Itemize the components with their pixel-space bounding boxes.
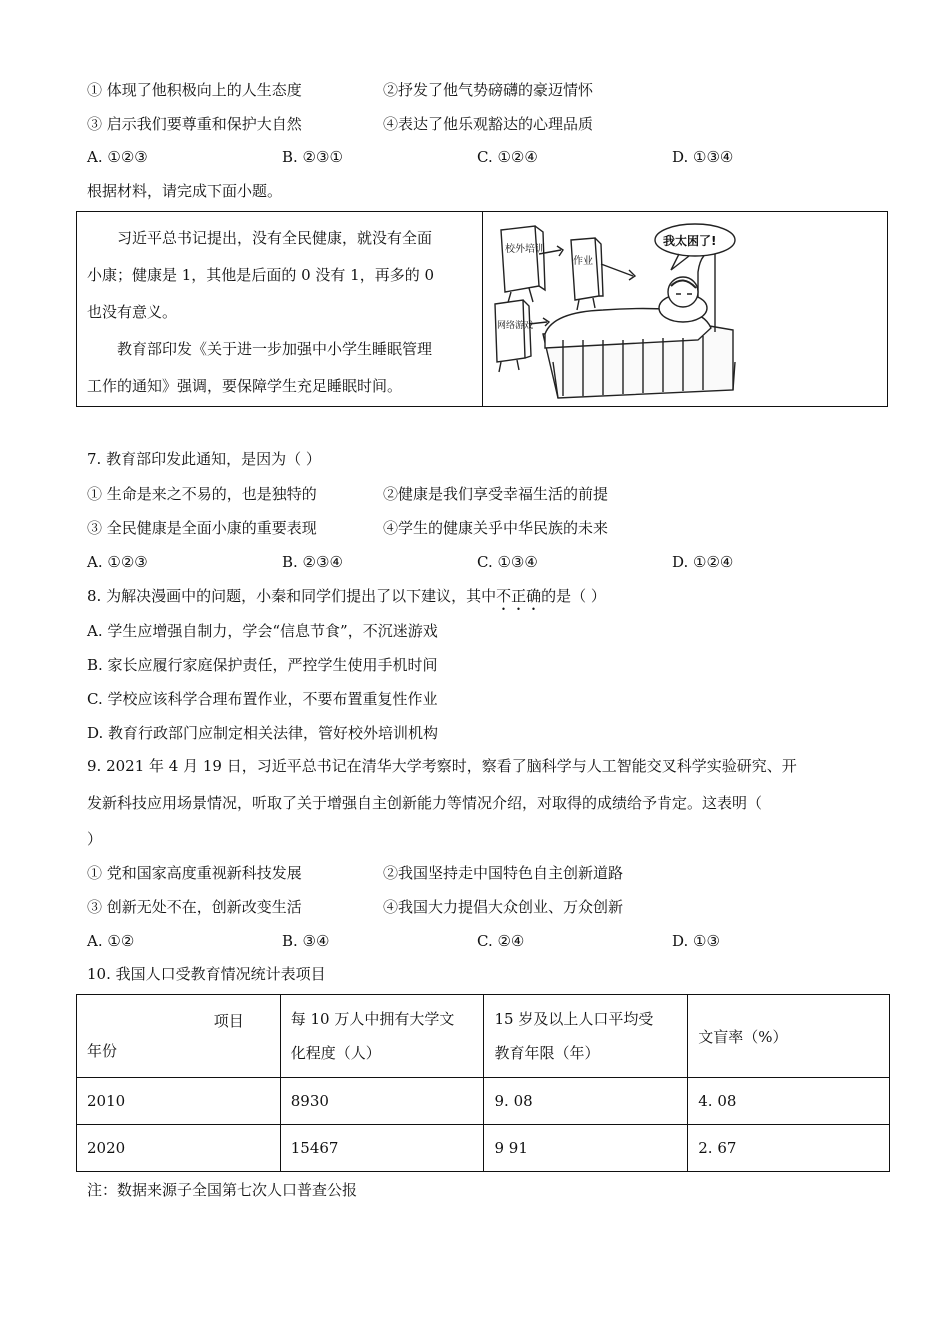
statement-4: ④学生的健康关乎中华民族的未来 bbox=[383, 519, 609, 537]
table-header-row bbox=[77, 995, 890, 1078]
cartoon-sign-3: 网络游戏 bbox=[497, 321, 534, 331]
material-box bbox=[76, 211, 888, 407]
column-header: 文盲率（%） bbox=[688, 995, 890, 1078]
statement-4: ④我国大力提倡大众创业、万众创新 bbox=[383, 898, 624, 916]
statement-1: ① 党和国家高度重视新科技发展 bbox=[87, 864, 302, 882]
q9-stem-line: 9. 2021 年 4 月 19 日，习近平总书记在清华大学考察时，察看了脑科学与人工智能交叉科学实验研究、开 bbox=[87, 757, 797, 775]
statement-3: ③ 启示我们要尊重和保护大自然 bbox=[87, 115, 302, 133]
option-c[interactable]: C. ①②④ bbox=[477, 148, 538, 166]
answer-options bbox=[87, 931, 720, 951]
answer-options bbox=[87, 147, 733, 167]
statement-row bbox=[87, 114, 593, 134]
statement-row bbox=[87, 80, 593, 100]
table-cell: 2020 bbox=[77, 1125, 281, 1172]
q9-stem-line: ） bbox=[87, 830, 103, 848]
q10-stem: 10. 我国人口受教育情况统计表项目 bbox=[87, 965, 326, 983]
material-line: 工作的通知》强调，要保障学生充足睡眠时间。 bbox=[87, 377, 403, 395]
column-header-line: 化程度（人） bbox=[290, 1044, 381, 1062]
header-item-label: 项目 bbox=[213, 1012, 244, 1030]
option-d[interactable]: D. ①③ bbox=[672, 932, 720, 950]
cartoon-bubble-text: 我太困了! bbox=[663, 234, 717, 248]
table-cell: 8930 bbox=[280, 1078, 484, 1125]
option-b[interactable]: B. ②③④ bbox=[282, 553, 343, 571]
statement-1: ① 生命是来之不易的，也是独特的 bbox=[87, 485, 317, 503]
table-note: 注：数据来源子全国第七次人口普查公报 bbox=[87, 1181, 358, 1199]
statement-row bbox=[87, 863, 623, 883]
material-intro: 根据材料，请完成下面小题。 bbox=[87, 182, 283, 200]
table-cell: 2010 bbox=[77, 1078, 281, 1125]
column-header-line: 15 岁及以上人口平均受 bbox=[494, 1010, 654, 1028]
table-row bbox=[77, 1078, 890, 1125]
option-c[interactable]: C. ①③④ bbox=[477, 553, 538, 571]
q7-stem: 7. 教育部印发此通知，是因为（ ） bbox=[87, 450, 321, 468]
cartoon-sign-1: 校外培训 bbox=[505, 244, 545, 255]
column-header-line: 每 10 万人中拥有大学文 bbox=[290, 1010, 455, 1028]
option-b[interactable]: B. 家长应履行家庭保护责任，严控学生使用手机时间 bbox=[87, 656, 438, 674]
option-a[interactable]: A. ①②③ bbox=[87, 148, 148, 166]
option-a[interactable]: A. ①②③ bbox=[87, 553, 148, 571]
statement-row bbox=[87, 484, 608, 504]
column-header bbox=[280, 995, 484, 1078]
option-d[interactable]: D. 教育行政部门应制定相关法律，管好校外培训机构 bbox=[87, 724, 439, 742]
statement-3: ③ 创新无处不在，创新改变生活 bbox=[87, 898, 302, 916]
table-cell: 4. 08 bbox=[688, 1078, 890, 1125]
option-d[interactable]: D. ①③④ bbox=[672, 148, 734, 166]
column-header bbox=[484, 995, 688, 1078]
q9-stem-line: 发新科技应用场景情况，听取了关于增强自主创新能力等情况介绍，对取得的成绩给予肯定。这表明（ bbox=[87, 794, 763, 812]
option-a[interactable]: A. ①② bbox=[87, 932, 135, 950]
table-cell: 9. 08 bbox=[484, 1078, 688, 1125]
option-b[interactable]: B. ③④ bbox=[282, 932, 330, 950]
statement-1: ① 体现了他积极向上的人生态度 bbox=[87, 81, 302, 99]
q8-emphasis: 不正确 bbox=[496, 587, 542, 605]
answer-options bbox=[87, 552, 733, 572]
diagonal-header-cell bbox=[77, 995, 281, 1078]
statement-3: ③ 全民健康是全面小康的重要表现 bbox=[87, 519, 317, 537]
q8-stem-end: 的是（ ） bbox=[541, 587, 606, 605]
option-c[interactable]: C. 学校应该科学合理布置作业，不要布置重复性作业 bbox=[87, 690, 438, 708]
material-line: 教育部印发《关于进一步加强中小学生睡眠管理 bbox=[117, 340, 433, 358]
material-line: 习近平总书记提出，没有全民健康，就没有全面 bbox=[117, 229, 433, 247]
table-cell: 15467 bbox=[280, 1125, 484, 1172]
q8-stem bbox=[87, 586, 606, 614]
statement-2: ②我国坚持走中国特色自主创新道路 bbox=[383, 864, 624, 882]
statement-2: ②抒发了他气势磅礴的豪迈情怀 bbox=[383, 81, 594, 99]
table-cell: 9 91 bbox=[484, 1125, 688, 1172]
material-line: 小康；健康是 1，其他是后面的 0 没有 1，再多的 0 bbox=[87, 266, 435, 284]
sleepy-student-cartoon bbox=[483, 212, 889, 408]
column-header-line: 教育年限（年） bbox=[494, 1044, 600, 1062]
option-d[interactable]: D. ①②④ bbox=[672, 553, 734, 571]
material-text bbox=[77, 212, 483, 406]
table-row bbox=[77, 1125, 890, 1172]
cartoon-panel bbox=[483, 212, 889, 406]
statement-row bbox=[87, 897, 623, 917]
option-a[interactable]: A. 学生应增强自制力，学会“信息节食”，不沉迷游戏 bbox=[87, 622, 438, 640]
header-year-label: 年份 bbox=[87, 1042, 118, 1060]
table-cell: 2. 67 bbox=[688, 1125, 890, 1172]
statement-4: ④表达了他乐观豁达的心理品质 bbox=[383, 115, 594, 133]
material-line: 也没有意义。 bbox=[87, 303, 178, 321]
statement-2: ②健康是我们享受幸福生活的前提 bbox=[383, 485, 609, 503]
cartoon-sign-2: 作业 bbox=[573, 256, 593, 267]
option-c[interactable]: C. ②④ bbox=[477, 932, 525, 950]
education-stats-table bbox=[76, 994, 890, 1172]
statement-row bbox=[87, 518, 608, 538]
option-b[interactable]: B. ②③① bbox=[282, 148, 343, 166]
q8-stem-start: 8. 为解决漫画中的问题，小秦和同学们提出了以下建议，其中 bbox=[87, 587, 497, 605]
